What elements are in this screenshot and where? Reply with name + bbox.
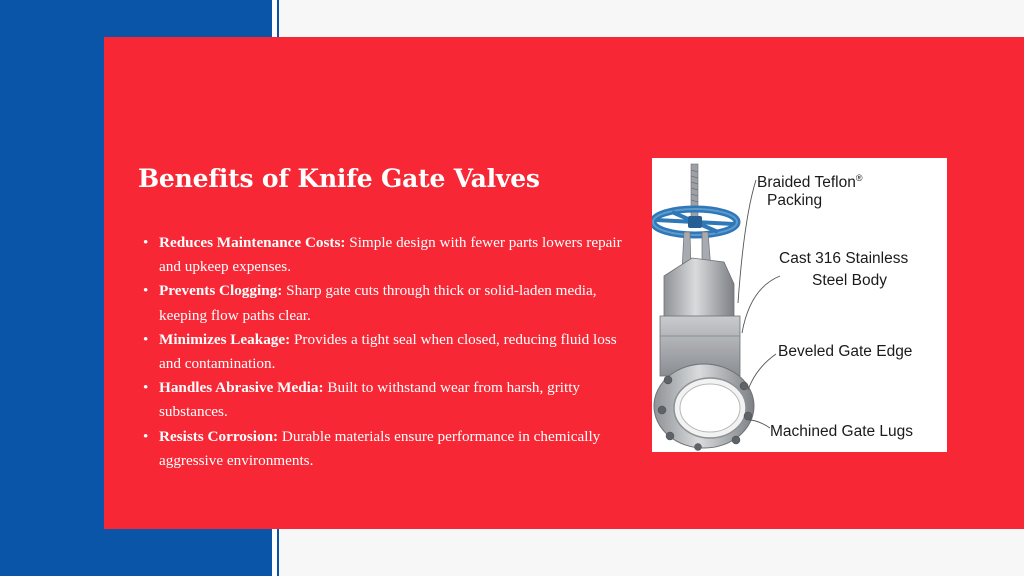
list-item [141, 425, 631, 473]
benefits-list [141, 231, 631, 473]
callout-packing-line1: Braided Teflon [757, 174, 856, 191]
callout-packing [757, 168, 862, 193]
callout-body-line1: Cast 316 Stainless [779, 250, 909, 267]
slide-title: Benefits of Knife Gate Valves [138, 164, 540, 193]
list-item [141, 231, 631, 279]
bullet-text: Sharp gate cuts through thick or solid-laden media, keeping flow paths clear. [159, 282, 597, 324]
bullet-text: Provides a tight seal when closed, reducing fluid loss and contamination. [159, 330, 617, 373]
callout-lugs: Machined Gate Lugs [770, 423, 914, 440]
bullet-text: Built to withstand wear from harsh, gritty substances. [159, 379, 581, 421]
callout-body-line2: Steel Body [812, 272, 887, 289]
bullet-term: Reduces Maintenance Costs: [159, 234, 346, 251]
bullet-text: Durable materials ensure performance in chemically aggressive environments. [159, 427, 601, 469]
registered-mark: ® [855, 173, 863, 183]
bullet-term: Handles Abrasive Media: [159, 379, 324, 397]
callout-packing-line2: Packing [767, 192, 823, 209]
callout-edge: Beveled Gate Edge [778, 343, 913, 360]
bullet-text: Simple design with fewer parts lowers repair and upkeep expenses. [159, 234, 622, 276]
list-item [141, 376, 631, 424]
bullet-term: Prevents Clogging: [159, 282, 283, 300]
bullet-term: Resists Corrosion: [159, 427, 279, 445]
bullet-term: Minimizes Leakage: [159, 330, 291, 348]
list-item [141, 279, 631, 327]
valve-diagram [652, 158, 947, 452]
list-item [141, 328, 631, 376]
